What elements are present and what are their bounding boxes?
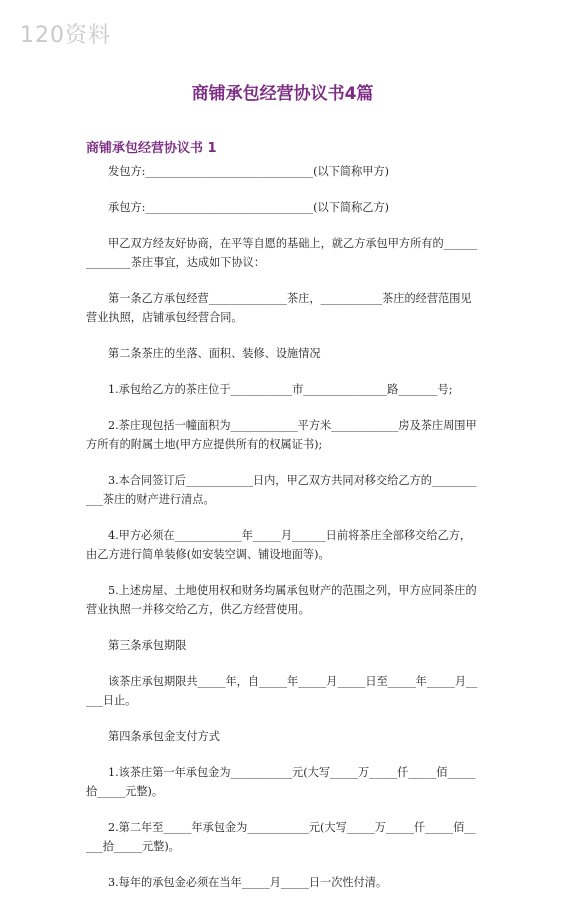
paragraph-item: 3.本合同签订后____________日内，甲乙双方共同对移交给乙方的___________茶庄的财产进行清点。 xyxy=(86,474,477,506)
document-body xyxy=(86,162,481,909)
paragraph-article-2: 第二条茶庄的坐落、面积、装修、设施情况 xyxy=(108,347,321,360)
document-title: 商铺承包经营协议书4篇 xyxy=(191,84,374,104)
paragraph-intro: 甲乙双方经友好协商，在平等自愿的基础上，就乙方承包甲方所有的______________茶庄事宜，达成如下协议： xyxy=(86,237,478,269)
paragraph-article-4: 第四条承包金支付方式 xyxy=(108,730,220,743)
paragraph-article-3: 第三条承包期限 xyxy=(108,639,187,652)
paragraph-contractee: 承包方:______________________________(以下简称乙方) xyxy=(108,201,389,214)
paragraph-item: 5.上述房屋、土地使用权和财务均属承包财产的范围之列，甲方应同茶庄的营业执照一并移交给乙方，供乙方经营使用。 xyxy=(86,584,477,616)
paragraph-item: 1.承包给乙方的茶庄位于___________市_______________路_______号; xyxy=(108,383,453,396)
paragraph-term: 该茶庄承包期限共_____年，自_____年_____月_____日至_____年_____月_____日止。 xyxy=(86,675,478,707)
paragraph-contractor: 发包方:______________________________(以下简称甲方) xyxy=(108,165,389,178)
watermark-logo: 120资料 xyxy=(20,23,111,48)
paragraph-item: 2.茶庄现包括一幢面积为____________平方米____________房及茶庄周围甲方所有的附属土地(甲方应提供所有的权属证书); xyxy=(86,419,477,451)
paragraph-item: 1.该茶庄第一年承包金为___________元(大写_____万_____仟_____佰_____拾_____元整)。 xyxy=(86,766,476,798)
paragraph-article-1: 第一条乙方承包经营______________茶庄，___________茶庄的经营范围见营业执照，店铺承包经营合同。 xyxy=(86,292,472,324)
paragraph-item: 2.第二年至_____年承包金为___________元(大写_____万_____仟_____佰_____拾_____元整)。 xyxy=(86,821,476,853)
paragraph-item: 4.甲方必须在____________年_____月______日前将茶庄全部移交给乙方，由乙方进行简单装修(如安装空调、铺设地面等)。 xyxy=(86,529,472,561)
paragraph-item: 3.每年的承包金必须在当年_____月_____日一次性付清。 xyxy=(108,876,388,889)
section-title: 商铺承包经营协议书 1 xyxy=(86,141,217,156)
